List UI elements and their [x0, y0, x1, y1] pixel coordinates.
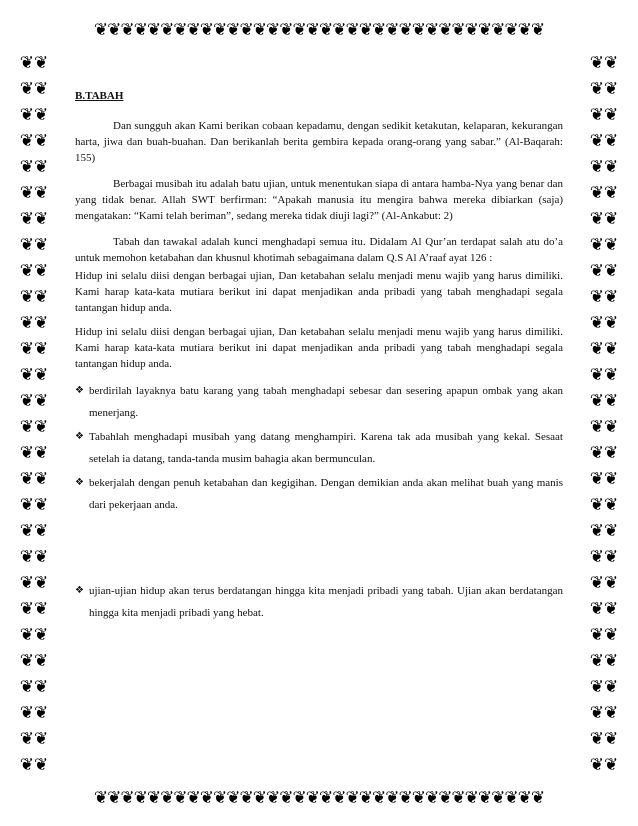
- floral-ornament-icon: ❦❦: [589, 365, 619, 385]
- floral-ornament-icon: ❦❦: [589, 183, 619, 203]
- floral-ornament-icon: ❦❦: [19, 443, 49, 463]
- text-block-hidup-1: Hidup ini selalu diisi dengan berbagai ujian, Dan ketabahan selalu menjadi menu wajib yang harus dimiliki. Kami harap kata-kata mutiara berikut ini dapat menjadikan anda pribadi yang tabah menghadapi segala tantangan hidup anda.: [75, 270, 563, 314]
- floral-ornament-icon: ❦❦: [19, 651, 49, 671]
- text-block-hidup-2: Hidup ini selalu diisi dengan berbagai ujian, Dan ketabahan selalu menjadi menu wajib yang harus dimiliki. Kami harap kata-kata mutiara berikut ini dapat menjadikan anda pribadi yang tabah menghadapi segala tantangan hidup anda.: [75, 326, 563, 370]
- floral-ornament-icon: ❦❦: [589, 417, 619, 437]
- floral-ornament-icon: ❦❦: [589, 391, 619, 411]
- floral-ornament-icon: ❦❦: [19, 703, 49, 723]
- floral-ornament-icon: ❦❦: [19, 547, 49, 567]
- ornamental-border-top: ❦❦❦❦❦❦❦❦❦❦❦❦❦❦❦❦❦❦❦❦❦❦❦❦❦❦❦❦❦❦❦❦❦❦: [93, 20, 545, 40]
- floral-ornament-icon: ❦❦: [19, 235, 49, 255]
- floral-ornament-icon: ❦❦: [589, 729, 619, 749]
- floral-ornament-icon: ❦❦: [19, 469, 49, 489]
- blank-gap: [75, 518, 563, 580]
- diamond-bullet-icon: ❖: [75, 431, 84, 442]
- floral-ornament-icon: ❦❦: [19, 729, 49, 749]
- floral-ornament-icon: ❦❦: [589, 53, 619, 73]
- floral-ornament-icon: ❦❦: [589, 521, 619, 541]
- floral-ornament-icon: ❦❦: [19, 209, 49, 229]
- section-heading: B.TABAH: [75, 90, 124, 102]
- diamond-bullet-icon: ❖: [75, 477, 84, 488]
- floral-ornament-icon: ❦❦: [19, 313, 49, 333]
- floral-ornament-icon: ❦❦: [589, 261, 619, 281]
- floral-ornament-icon: ❦❦: [19, 599, 49, 619]
- floral-ornament-icon: ❦❦: [589, 105, 619, 125]
- list-item: ❖ bekerjalah dengan penuh ketabahan dan kegigihan. Dengan demikian anda akan melihat buah yang manis dari pekerjaan anda.: [75, 472, 563, 516]
- floral-ornament-icon: ❦❦: [589, 131, 619, 151]
- floral-ornament-icon: ❦❦: [589, 287, 619, 307]
- floral-ornament-icon: ❦❦: [19, 495, 49, 515]
- floral-ornament-icon: ❦❦: [19, 183, 49, 203]
- paragraph-tabah-tawakal: Tabah dan tawakal adalah kunci menghadapi semua itu. Didalam Al Qur’an terdapat salah atu do’a untuk memohon ketabahan dan khusnul khotimah sebagaimana dalam Q.S Al A’raaf ayat 126 :: [75, 236, 563, 264]
- floral-ornament-icon: ❦❦: [19, 521, 49, 541]
- diamond-bullet-icon: ❖: [75, 385, 84, 396]
- floral-ornament-icon: ❦❦: [589, 547, 619, 567]
- floral-ornament-icon: ❦❦: [589, 313, 619, 333]
- floral-ornament-icon: ❦❦: [19, 339, 49, 359]
- ornamental-border-right: [578, 50, 630, 778]
- floral-ornament-icon: ❦❦: [19, 365, 49, 385]
- floral-ornament-icon: ❦❦: [589, 755, 619, 775]
- floral-ornament-icon: ❦❦: [589, 79, 619, 99]
- list-item: ❖ ujian-ujian hidup akan terus berdatangan hingga kita menjadi pribadi yang tabah. Ujian akan berdatangan hingga kita menjadi pribadi yang hebat.: [75, 580, 563, 624]
- floral-ornament-icon: ❦❦: [19, 157, 49, 177]
- floral-ornament-icon: ❦❦: [589, 651, 619, 671]
- floral-ornament-icon: ❦❦: [19, 287, 49, 307]
- ornamental-border-bottom: ❦❦❦❦❦❦❦❦❦❦❦❦❦❦❦❦❦❦❦❦❦❦❦❦❦❦❦❦❦❦❦❦❦❦: [93, 788, 545, 808]
- floral-ornament-icon: ❦❦: [19, 417, 49, 437]
- floral-ornament-icon: ❦❦: [589, 495, 619, 515]
- list-item: ❖ Tabahlah menghadapi musibah yang datang menghampiri. Karena tak ada musibah yang kekal. Sesaat setelah ia datang, tanda-tanda musim bahagia akan bermunculan.: [75, 426, 563, 470]
- floral-ornament-icon: ❦❦: [19, 391, 49, 411]
- bullet-list: [75, 380, 563, 516]
- ornamental-border-left: [8, 50, 60, 778]
- diamond-bullet-icon: ❖: [75, 585, 84, 596]
- floral-ornament-icon: ❦❦: [19, 573, 49, 593]
- paragraph-quote-baqarah: Dan sungguh akan Kami berikan cobaan kepadamu, dengan sedikit ketakutan, kelaparan, kekurangan harta, jiwa dan buah-buahan. Dan berikanlah berita gembira kepada orang-orang yang sabar.” (Al-Baqarah: 155): [75, 120, 563, 164]
- floral-ornament-icon: ❦❦: [589, 625, 619, 645]
- bullet-list-secondary: [75, 580, 563, 624]
- floral-ornament-icon: ❦❦: [589, 235, 619, 255]
- floral-ornament-icon: ❦❦: [19, 755, 49, 775]
- floral-ornament-icon: ❦❦: [589, 677, 619, 697]
- floral-ornament-icon: ❦❦: [589, 599, 619, 619]
- floral-ornament-icon: ❦❦: [589, 573, 619, 593]
- floral-ornament-icon: ❦❦: [589, 443, 619, 463]
- floral-ornament-icon: ❦❦: [589, 209, 619, 229]
- floral-ornament-icon: ❦❦: [19, 677, 49, 697]
- floral-ornament-icon: ❦❦: [19, 53, 49, 73]
- floral-ornament-icon: ❦❦: [19, 79, 49, 99]
- document-page: [75, 88, 563, 626]
- floral-ornament-icon: ❦❦: [589, 339, 619, 359]
- list-item: ❖ berdirilah layaknya batu karang yang tabah menghadapi sebesar dan sesering apapun ombak yang akan menerjang.: [75, 380, 563, 424]
- floral-ornament-icon: ❦❦: [589, 469, 619, 489]
- floral-ornament-icon: ❦❦: [589, 703, 619, 723]
- paragraph-quote-ankabut: Berbagai musibah itu adalah batu ujian, untuk menentukan siapa di antara hamba-Nya yang benar dan yang tidak benar. Allah SWT berfirman: “Apakah manusia itu mengira bahwa mereka dibiarkan (saja) mengatakan: “Kami telah beriman”, sedang mereka tidak diuji lagi?” (Al-Ankabut: 2): [75, 178, 563, 222]
- floral-ornament-icon: ❦❦: [19, 625, 49, 645]
- floral-ornament-icon: ❦❦: [19, 261, 49, 281]
- floral-ornament-icon: ❦❦: [19, 105, 49, 125]
- floral-ornament-icon: ❦❦: [19, 131, 49, 151]
- floral-ornament-icon: ❦❦: [589, 157, 619, 177]
